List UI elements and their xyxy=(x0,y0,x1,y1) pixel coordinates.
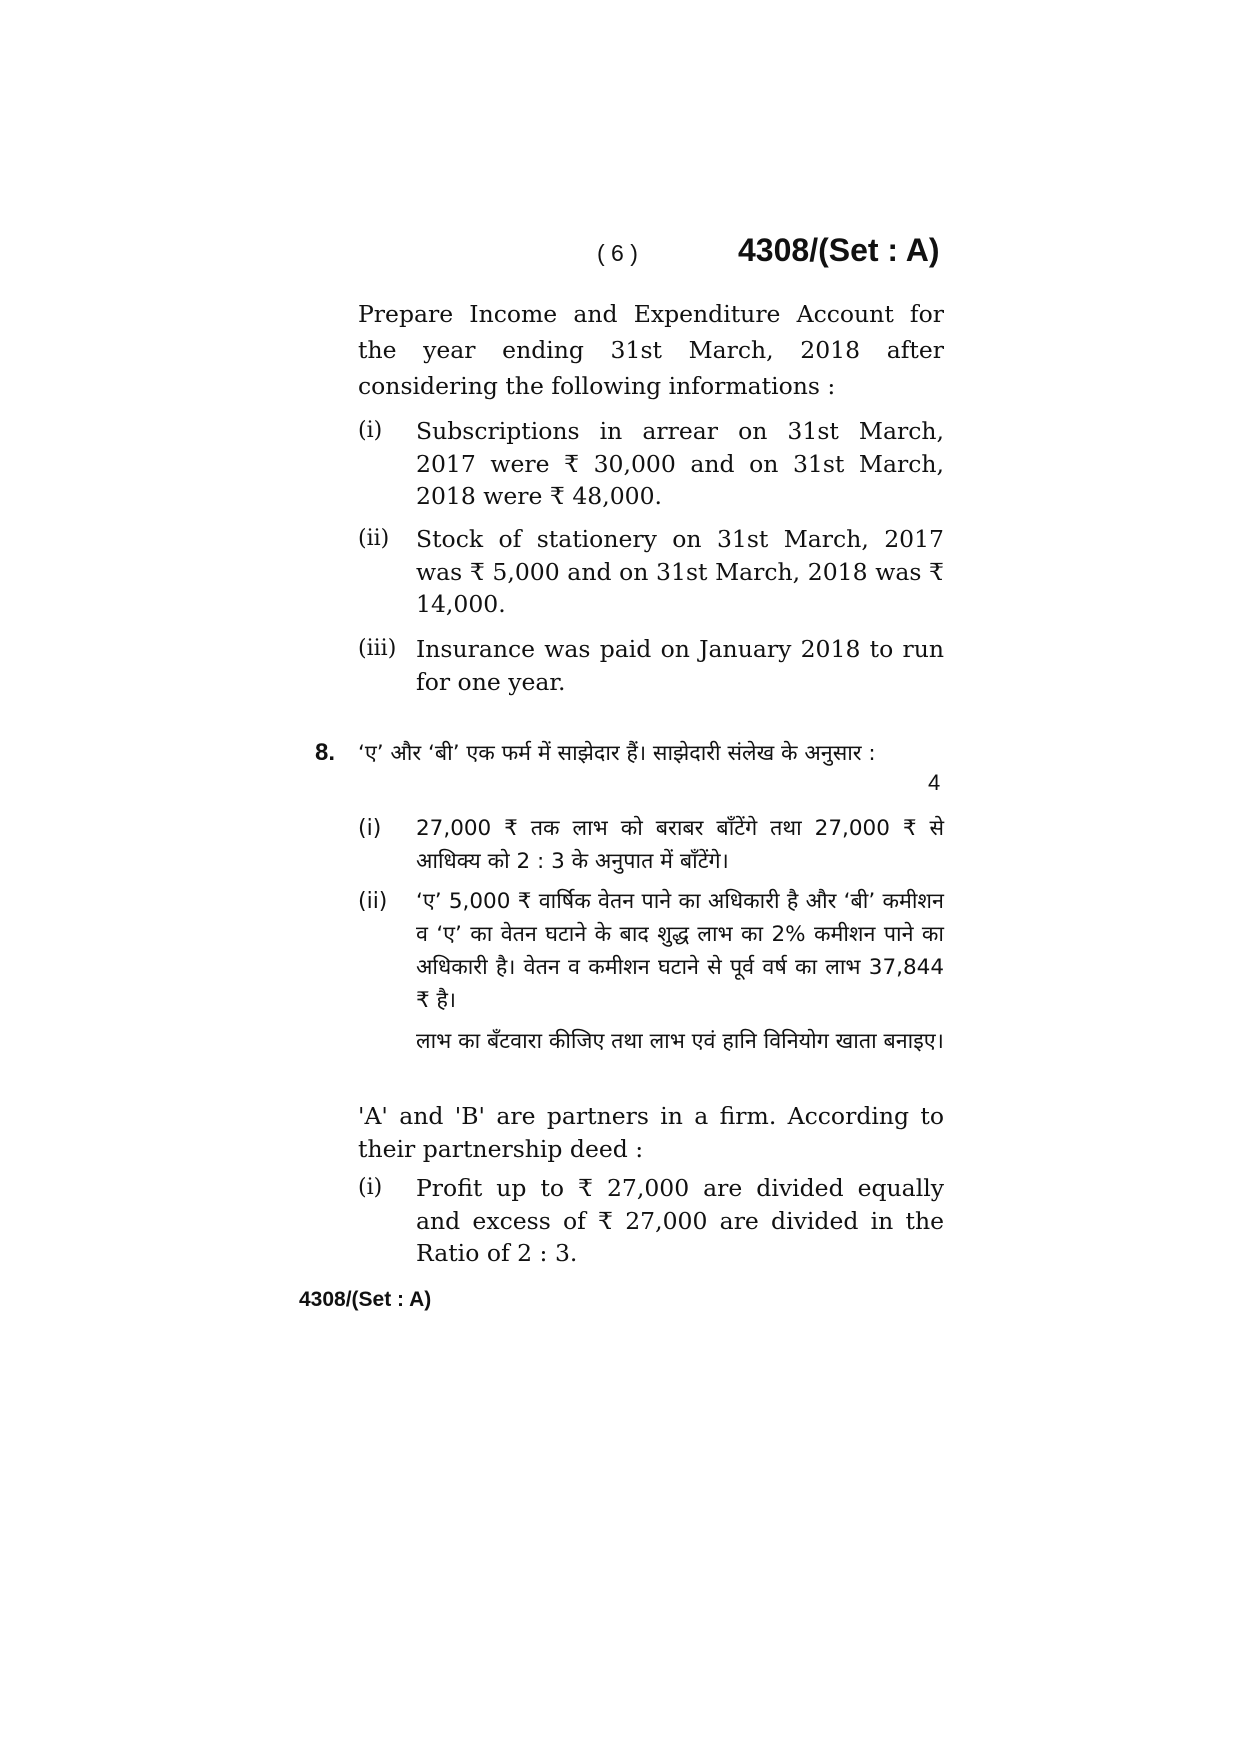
q8-english-intro: 'A' and 'B' are partners in a firm. According to their partnership deed : xyxy=(358,1102,944,1163)
item-text: 27,000 ₹ तक लाभ को बराबर बाँटेंगे तथा 27,000 ₹ से आधिक्य को 2 : 3 के अनुपात में बाँटेंगे। xyxy=(416,816,944,874)
q8-hindi-instruction: लाभ का बँटवारा कीजिए तथा लाभ एवं हानि विनियोग खाता बनाइए। xyxy=(416,1029,944,1054)
q8-english-item-1 xyxy=(358,1172,944,1270)
page-number: ( 6 ) xyxy=(597,240,638,266)
paper-code-footer: 4308/(Set : A) xyxy=(299,1288,432,1311)
item-text: Subscriptions in arrear on 31st March, 2017 were ₹ 30,000 and on 31st March, 2018 were ₹ 48,000. xyxy=(416,417,944,510)
item-text: Profit up to ₹ 27,000 are divided equally and excess of ₹ 27,000 are divided in the Ratio of 2 : 3. xyxy=(416,1174,944,1267)
item-text: Stock of stationery on 31st March, 2017 was ₹ 5,000 and on 31st March, 2018 was ₹ 14,000. xyxy=(416,525,944,618)
q8-hindi-item-1 xyxy=(358,812,944,878)
item-number: (i) xyxy=(358,1175,383,1200)
item-number: (iii) xyxy=(358,636,397,661)
item-text: Insurance was paid on January 2018 to run for one year. xyxy=(416,635,944,696)
q7-item-2 xyxy=(358,523,944,621)
item-text: ‘ए’ 5,000 ₹ वार्षिक वेतन पाने का अधिकारी है और ‘बी’ कमीशन व ‘ए’ का वेतन घटाने के बाद शुद्ध लाभ का 2% कमीशन पाने का अधिकारी है। वेतन व कमीशन घटाने से पूर्व वर्ष का लाभ 37,844 ₹ है। xyxy=(416,889,944,1013)
item-number: (ii) xyxy=(358,526,390,551)
q7-item-3 xyxy=(358,633,944,698)
question-number: 8. xyxy=(315,739,336,766)
item-number: (i) xyxy=(358,418,383,443)
paper-code-header: 4308/(Set : A) xyxy=(738,232,940,268)
q8-hindi-intro: ‘ए’ और ‘बी’ एक फर्म में साझेदार हैं। साझेदारी संलेख के अनुसार : xyxy=(358,741,876,766)
q8-hindi-item-2 xyxy=(358,885,944,1017)
item-number: (ii) xyxy=(358,889,388,914)
question-marks: 4 xyxy=(928,770,941,795)
q7-instruction: Prepare Income and Expenditure Account for the year ending 31st March, 2018 after considering the following informations : xyxy=(358,300,944,400)
q7-item-1 xyxy=(358,415,944,513)
item-number: (i) xyxy=(358,816,382,841)
